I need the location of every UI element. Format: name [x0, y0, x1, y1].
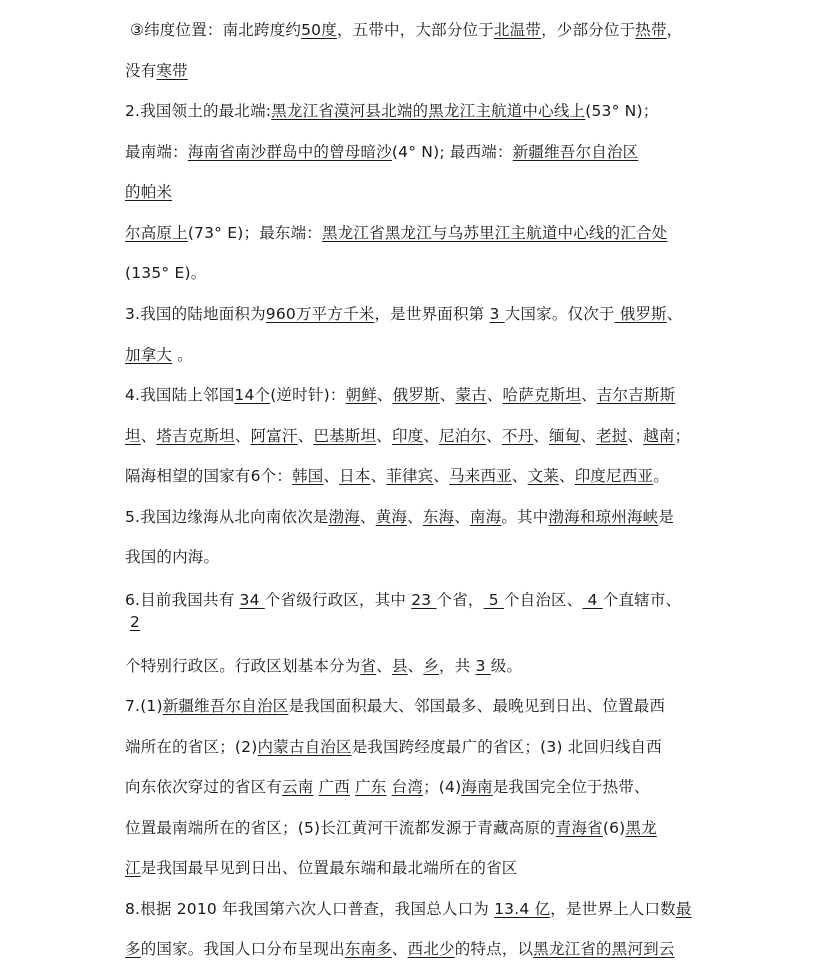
text-line	[125, 142, 638, 162]
text-segment: 的特点，以	[454, 940, 534, 958]
text-line	[125, 101, 658, 121]
underlined-answer: 最	[675, 900, 692, 918]
underlined-answer: 加拿大	[125, 346, 173, 364]
underlined-answer: 哈萨克斯坦	[502, 386, 582, 404]
text-segment: ；	[674, 427, 691, 445]
text-segment: 、	[407, 508, 423, 526]
text-line	[125, 223, 667, 243]
text-segment: 向东依次穿过的省区有	[125, 778, 283, 796]
text-segment: 、	[407, 657, 424, 675]
underlined-answer: 新疆维吾尔自治区	[512, 143, 639, 161]
underlined-answer: 13.4 亿	[494, 900, 551, 918]
text-segment: 、	[376, 386, 393, 404]
text-segment: 、	[439, 386, 456, 404]
text-line	[125, 507, 674, 527]
text-segment: 隔海相望的国家有6个：	[125, 467, 293, 485]
underlined-answer: 云南	[282, 778, 314, 796]
underlined-answer: 南海	[469, 508, 502, 526]
text-line	[125, 466, 669, 486]
underlined-answer: 马来西亚	[449, 467, 512, 485]
text-segment: 、	[370, 467, 387, 485]
text-segment: ；(4)	[423, 778, 462, 796]
text-segment: 8.根据 2010 年我国第六次人口普查，我国总人口为	[125, 900, 495, 918]
text-segment: 、	[376, 657, 392, 675]
underlined-answer: 14个	[234, 386, 271, 404]
text-line	[125, 590, 681, 610]
text-segment: 、	[533, 427, 549, 445]
text-segment: 我国的内海。	[125, 548, 220, 566]
underlined-answer: 乡	[423, 657, 440, 675]
text-segment: (6)	[602, 819, 626, 837]
text-segment: 个直辖市、	[602, 591, 682, 609]
text-segment: 是我国面积最大、邻国最多、最晚见到日出、位置最西	[288, 697, 666, 715]
underlined-answer: 新疆维吾尔自治区	[162, 697, 289, 715]
underlined-answer: 塔吉克斯坦	[156, 427, 235, 445]
text-segment: 、	[486, 427, 502, 445]
text-segment: (53° N)；	[585, 102, 659, 120]
text-line	[125, 263, 206, 283]
text-line	[125, 818, 657, 838]
text-line	[125, 696, 665, 716]
underlined-answer: 50度	[301, 21, 337, 39]
underlined-answer: 俄罗斯	[392, 386, 440, 404]
text-segment: 位置最南端所在的省区；(5)长江黄河干流都发源于青藏高原的	[125, 819, 556, 837]
underlined-answer: 广西	[318, 778, 350, 796]
underlined-answer: 3	[475, 657, 491, 675]
text-segment: 、	[581, 386, 597, 404]
text-segment: (4° N); 最西端：	[391, 143, 513, 161]
underlined-answer: 海南省南沙群岛中的曾母暗沙	[187, 143, 392, 161]
underlined-answer: 黑龙江省黑龙江与乌苏里江主航道中心线的汇合处	[322, 224, 668, 242]
text-segment: 个特别行政区。行政区划基本分为	[125, 657, 361, 675]
text-segment: 、	[580, 427, 597, 445]
text-segment: ，五带中，大部分位于	[336, 21, 494, 39]
underlined-answer: 俄罗斯	[614, 305, 667, 323]
text-segment: ，	[666, 21, 683, 39]
underlined-answer: 黑龙	[625, 819, 657, 837]
text-line	[125, 426, 690, 446]
text-line	[130, 612, 140, 632]
text-segment: (73° E)；最东端：	[187, 224, 323, 242]
text-segment: 的国家。我国人口分布呈现出	[140, 940, 345, 958]
underlined-answer: 寒带	[156, 62, 188, 80]
text-segment: ，共	[439, 657, 476, 675]
text-segment: 个自治区、	[503, 591, 583, 609]
underlined-answer: 韩国	[292, 467, 324, 485]
text-line	[125, 304, 683, 324]
underlined-answer: 渤海和琼州海峡	[548, 508, 659, 526]
underlined-answer: 北温带	[493, 21, 542, 39]
underlined-answer: 4	[582, 591, 603, 609]
text-segment: 个省级行政区，其中	[264, 591, 412, 609]
text-line	[125, 61, 188, 81]
underlined-answer: 吉尔吉斯斯	[596, 386, 676, 404]
underlined-answer: 尼泊尔	[439, 427, 487, 445]
underlined-answer: 热带	[635, 21, 667, 39]
underlined-answer: 内蒙古自治区	[257, 738, 352, 756]
underlined-answer: 老挝	[596, 427, 628, 445]
text-line	[130, 20, 682, 40]
text-segment: ，是世界面积第	[374, 305, 490, 323]
text-line	[125, 777, 650, 797]
text-segment: 3.我国的陆地面积为	[125, 305, 266, 323]
underlined-answer: 朝鲜	[345, 386, 377, 404]
underlined-answer: 坦	[125, 427, 141, 445]
text-segment: 级。	[490, 657, 523, 675]
text-segment: 、	[511, 467, 528, 485]
underlined-answer: 尔高原上	[125, 224, 188, 242]
text-segment: 、	[323, 467, 340, 485]
text-segment: 、	[297, 427, 314, 445]
underlined-answer: 的帕米	[125, 183, 173, 201]
underlined-answer: 缅甸	[548, 427, 581, 445]
text-segment: 没有	[125, 62, 157, 80]
text-segment: 个省，	[436, 591, 484, 609]
text-segment: 是我国完全位于热带、	[492, 778, 650, 796]
underlined-answer: 2	[130, 613, 141, 631]
text-segment: 最南端：	[125, 143, 188, 161]
underlined-answer: 印度	[391, 427, 424, 445]
underlined-answer: 34	[239, 591, 265, 609]
text-segment: 4.我国陆上邻国	[125, 386, 235, 404]
text-segment: 是我国最早见到日出、位置最东端和最北端所在的省区	[140, 859, 518, 877]
underlined-answer: 阿富汗	[250, 427, 298, 445]
underlined-answer: 巴基斯坦	[313, 427, 377, 445]
underlined-answer: 不丹	[501, 427, 534, 445]
underlined-answer: 黑龙江省漠河县北端的黑龙江主航道中心线上	[271, 102, 586, 120]
underlined-answer: 渤海	[328, 508, 360, 526]
underlined-answer: 海南	[461, 778, 493, 796]
underlined-answer: 蒙古	[455, 386, 487, 404]
text-segment: 、	[391, 940, 408, 958]
text-line	[125, 547, 219, 567]
underlined-answer: 菲律宾	[386, 467, 434, 485]
underlined-answer: 日本	[339, 467, 371, 485]
underlined-answer: 5	[483, 591, 504, 609]
underlined-answer: 县	[391, 657, 408, 675]
underlined-answer: 黄海	[375, 508, 408, 526]
underlined-answer: 西北少	[407, 940, 455, 958]
text-segment: 。	[172, 346, 193, 364]
text-line	[125, 939, 675, 959]
text-segment: 7.(1)	[125, 697, 163, 715]
text-segment: 端所在的省区；(2)	[125, 738, 258, 756]
underlined-answer: 文莱	[527, 467, 560, 485]
text-line	[125, 385, 675, 405]
underlined-answer: 青海省	[555, 819, 603, 837]
underlined-answer: 越南	[643, 427, 675, 445]
text-line	[125, 858, 518, 878]
text-segment: 。其中	[501, 508, 549, 526]
text-segment: ，少部分位于	[541, 21, 636, 39]
text-segment: 、	[486, 386, 503, 404]
underlined-answer: 960万平方千米	[265, 305, 375, 323]
underlined-answer: 多	[125, 940, 141, 958]
underlined-answer: 东南多	[344, 940, 392, 958]
text-segment: (逆时针)：	[270, 386, 346, 404]
text-segment: 、	[423, 427, 440, 445]
text-segment: 是	[658, 508, 675, 526]
text-segment: ，是世界上人口数	[550, 900, 676, 918]
underlined-answer: 3	[489, 305, 505, 323]
text-segment: 5.我国边缘海从北向南依次是	[125, 508, 329, 526]
text-segment: 、	[376, 427, 392, 445]
underlined-answer: 东海	[422, 508, 455, 526]
text-segment: ③纬度位置：南北跨度约	[130, 21, 302, 39]
text-segment: 、	[666, 305, 683, 323]
text-line	[125, 656, 522, 676]
text-segment: 大国家。仅次于	[504, 305, 615, 323]
text-segment: 、	[433, 467, 450, 485]
text-line	[125, 345, 193, 365]
text-line	[125, 182, 172, 202]
text-segment: 、	[360, 508, 376, 526]
text-segment: 6.目前我国共有	[125, 591, 240, 609]
text-line	[125, 899, 692, 919]
text-segment: (135° E)。	[125, 264, 207, 282]
underlined-answer: 广东	[355, 778, 387, 796]
text-segment: 、	[454, 508, 470, 526]
text-segment: 、	[627, 427, 644, 445]
underlined-answer: 23	[411, 591, 437, 609]
text-segment: 、	[559, 467, 575, 485]
underlined-answer: 黑龙江省的黑河到云	[533, 940, 675, 958]
text-segment: 、	[140, 427, 157, 445]
text-segment: 是我国跨经度最广的省区；(3) 北回归线自西	[351, 738, 662, 756]
text-line	[125, 737, 662, 757]
text-segment: 2.我国领土的最北端:	[125, 102, 272, 120]
underlined-answer: 江	[125, 859, 141, 877]
text-segment: 、	[234, 427, 251, 445]
underlined-answer: 省	[360, 657, 377, 675]
underlined-answer: 台湾	[391, 778, 424, 796]
underlined-answer: 印度尼西亚	[574, 467, 654, 485]
text-segment: 。	[653, 467, 669, 485]
